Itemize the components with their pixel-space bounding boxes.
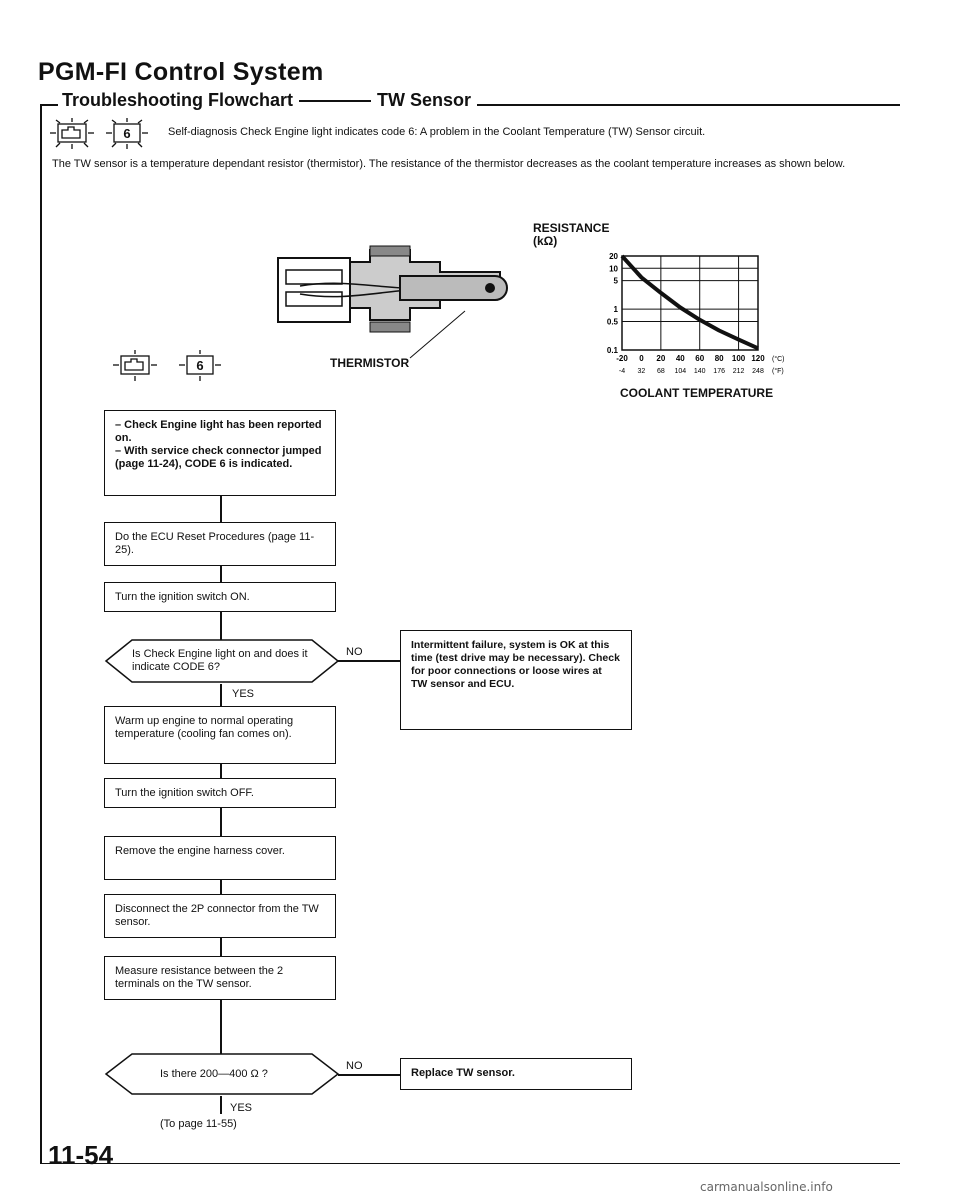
start-line-1: – Check Engine light has been reported on. (115, 419, 322, 444)
connector (220, 1096, 222, 1114)
connector (220, 938, 222, 956)
chart-ylabel: RESISTANCE (533, 221, 610, 235)
x-tick-label-f: 140 (693, 368, 706, 375)
tw-sensor-illustration (270, 236, 520, 366)
connector (220, 566, 222, 582)
step-remove-cover: Remove the engine harness cover. (104, 836, 336, 880)
x-tick-label-c: 60 (695, 354, 705, 363)
step-ignition-off: Turn the ignition switch OFF. (104, 778, 336, 808)
x-tick-label-f: 212 (732, 368, 745, 375)
y-tick-label: 0.1 (606, 346, 618, 355)
y-tick-label: 10 (609, 264, 618, 274)
connector (220, 808, 222, 836)
code-icons-flow (105, 348, 255, 384)
footer-watermark: carmanualsonline.info (700, 1180, 833, 1194)
step-warm-up: Warm up engine to normal operating temperature (cooling fan comes on). (104, 706, 336, 764)
connector (220, 1000, 222, 1054)
decision-2-no: NO (346, 1060, 363, 1072)
connector (338, 660, 400, 662)
connector (338, 1074, 400, 1076)
y-tick-label: 1 (613, 305, 618, 315)
chart-xlabel: COOLANT TEMPERATURE (620, 386, 774, 400)
chart-y-title (533, 222, 609, 248)
step-ecu-reset: Do the ECU Reset Procedures (page 11-25). (104, 522, 336, 566)
intermittent-failure-box: Intermittent failure, system is OK at this time (test drive may be necessary). Check for poor connections or loose wires at TW sensor and ECU. (400, 630, 632, 730)
x-tick-label-c: 20 (656, 354, 666, 363)
frame-bottom-rule (40, 1163, 900, 1164)
sensor-description: The TW sensor is a temperature dependant resistor (thermistor). The resistance of the thermistor decreases as the coolant temperature increases as shown below. (52, 158, 846, 170)
connector (220, 880, 222, 894)
y-tick-label: 20 (609, 252, 618, 261)
code-icons-top (42, 116, 162, 152)
plot-frame (622, 256, 758, 350)
thermistor-label: THERMISTOR (330, 356, 410, 370)
x-tick-label-c: 100 (731, 354, 746, 363)
decision-1-text: Is Check Engine light on and does it indicate CODE 6? (132, 648, 308, 673)
decision-2-text: Is there 200—400 Ω ? (160, 1068, 268, 1080)
x-tick-label-c: -20 (616, 354, 628, 363)
step-measure: Measure resistance between the 2 terminals on the TW sensor. (104, 956, 336, 1000)
engine-check-icon (50, 118, 94, 149)
decision-1-yes: YES (232, 688, 255, 700)
replace-sensor-box: Replace TW sensor. (400, 1058, 632, 1090)
connector (220, 684, 222, 706)
section-title: Troubleshooting Flowchart (62, 90, 293, 110)
x-tick-label-f: -4 (618, 368, 626, 375)
x-tick-label-c: 120 (751, 354, 765, 363)
page-title: PGM-FI Control System (38, 58, 324, 86)
decision-1-no: NO (346, 646, 363, 658)
x-tick-label-f: 32 (637, 368, 646, 375)
x-unit-f: (°F) (772, 368, 784, 375)
x-tick-label-f: 68 (656, 368, 665, 375)
x-tick-label-f: 104 (674, 368, 687, 375)
step-disconnect: Disconnect the 2P connector from the TW sensor. (104, 894, 336, 938)
connector (220, 764, 222, 778)
resistance-chart (592, 248, 832, 388)
x-tick-label-c: 0 (639, 354, 644, 363)
y-tick-label: 5 (613, 276, 618, 286)
x-tick-label-f: 176 (713, 368, 725, 375)
code-number: 6 (123, 126, 131, 141)
frame-left-rule (40, 104, 42, 1164)
goto-next-page: (To page 11-55) (160, 1118, 237, 1130)
section-heading (58, 90, 477, 111)
code-number: 6 (196, 358, 204, 373)
self-diagnosis-text: Self-diagnosis Check Engine light indicates code 6: A problem in the Coolant Temperature (TW) Sensor circuit. (168, 126, 706, 138)
x-tick-label-f: 248 (752, 368, 764, 375)
engine-check-icon (113, 350, 157, 381)
page-number: 11-54 (48, 1140, 114, 1170)
decision-2-yes: YES (230, 1102, 253, 1114)
connector (220, 612, 222, 640)
subsection-title: TW Sensor (377, 90, 472, 110)
x-unit-c: (°C) (772, 356, 785, 363)
chart-yunit: (kΩ) (533, 234, 558, 248)
x-tick-label-c: 80 (714, 354, 724, 363)
start-line-2: – With service check connector jumped (page 11-24), CODE 6 is indicated. (115, 445, 322, 470)
y-tick-label: 0.5 (606, 317, 618, 327)
heading-separator (299, 100, 371, 102)
x-tick-label-c: 40 (675, 354, 685, 363)
connector (220, 496, 222, 522)
step-ignition-on: Turn the ignition switch ON. (104, 582, 336, 612)
start-box (104, 410, 336, 496)
resistance-curve (622, 256, 758, 348)
